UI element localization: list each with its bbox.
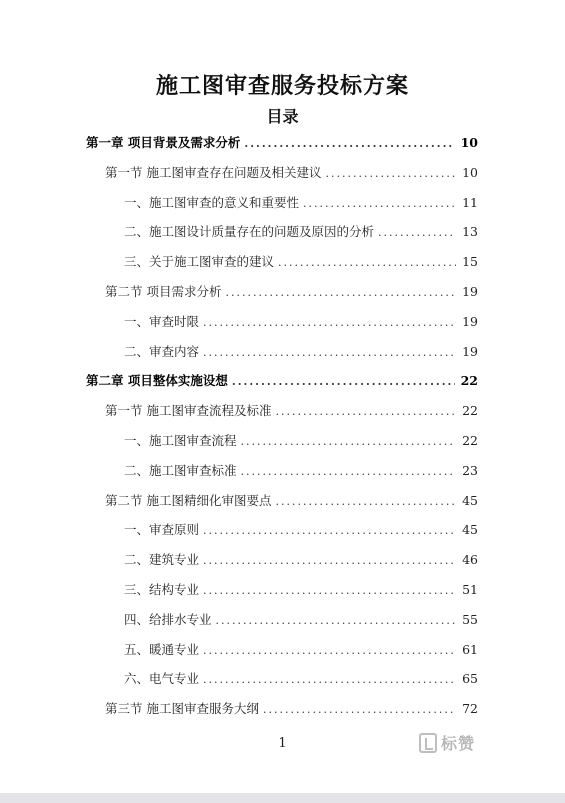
page-number: 1: [278, 736, 287, 751]
toc-entry-label: 第一节 施工图审查存在问题及相关建议: [105, 164, 322, 180]
toc-subsection-entry[interactable]: [124, 193, 478, 213]
toc-dot-leader: [244, 137, 454, 150]
toc-dot-leader: [278, 256, 456, 269]
toc-entry-label: 第三节 施工图审查服务大纲: [105, 701, 259, 717]
toc-entry-page: 22: [462, 403, 478, 419]
toc-dot-leader: [325, 167, 456, 180]
toc-entry-page: 22: [462, 433, 478, 448]
toc-subsection-entry[interactable]: [124, 431, 478, 451]
toc-entry-page: 45: [462, 492, 478, 508]
toc-chapter-entry[interactable]: [86, 133, 478, 153]
toc-entry-label: 第一节 施工图审查流程及标准: [105, 403, 272, 419]
toc-subsection-entry[interactable]: [124, 640, 478, 660]
toc-entry-page: 51: [462, 582, 478, 597]
toc-entry-label: 一、审查原则: [124, 522, 200, 538]
toc-entry-label: 二、建筑专业: [124, 552, 200, 568]
toc-entry-page: 65: [462, 671, 478, 687]
toc-entry-label: 二、施工图审查标准: [124, 462, 237, 478]
toc-entry-label: 六、电气专业: [124, 671, 200, 687]
toc-subsection-entry[interactable]: [124, 252, 478, 272]
toc-entry-label: 一、施工图审查流程: [124, 433, 237, 448]
toc-entry-page: 46: [462, 552, 478, 568]
toc-entry-label: 一、施工图审查的意义和重要性: [124, 194, 300, 210]
watermark-text: 标赞: [441, 734, 476, 753]
toc-subsection-entry[interactable]: [124, 222, 478, 242]
toc-entry-page: 45: [462, 522, 478, 538]
page-bottom-edge: [0, 793, 565, 803]
toc-entry-page: 19: [462, 313, 478, 329]
toc-entry-label: 一、审查时限: [124, 313, 200, 329]
toc-entry-label: 第二节 项目需求分析: [105, 284, 222, 299]
toc-dot-leader: [275, 495, 456, 508]
toc-dot-leader: [216, 614, 457, 627]
toc-entry-page: 15: [462, 254, 478, 270]
toc-dot-leader: [203, 524, 456, 537]
toc-dot-leader: [241, 435, 457, 448]
toc-dot-leader: [203, 346, 456, 359]
toc-subsection-entry[interactable]: [124, 610, 478, 630]
toc-entry-page: 22: [460, 373, 478, 389]
toc-entry-page: 11: [462, 194, 478, 210]
toc-entry-page: 10: [462, 164, 478, 180]
toc-subsection-entry[interactable]: [124, 312, 478, 332]
toc-entry-label: 二、审查内容: [124, 343, 200, 359]
toc-entry-page: 19: [462, 284, 478, 299]
toc-dot-leader: [203, 673, 456, 686]
toc-section-entry[interactable]: [105, 699, 478, 719]
toc-dot-leader: [275, 405, 456, 418]
toc-entry-page: 23: [462, 462, 478, 478]
toc-subsection-entry[interactable]: [124, 342, 478, 362]
toc-entry-label: 三、结构专业: [124, 582, 200, 597]
toc-subsection-entry[interactable]: [124, 461, 478, 481]
toc-dot-leader: [263, 703, 456, 716]
toc-dot-leader: [203, 554, 456, 567]
toc-entry-label: 第二章 项目整体实施设想: [86, 373, 228, 389]
toc-entry-page: 72: [462, 701, 478, 717]
toc-subsection-entry[interactable]: [124, 520, 478, 540]
toc-entry-page: 61: [462, 641, 478, 657]
toc-dot-leader: [378, 226, 456, 239]
toc-dot-leader: [232, 375, 455, 388]
toc-entry-label: 三、关于施工图审查的建议: [124, 254, 275, 270]
toc-subsection-entry[interactable]: [124, 550, 478, 570]
biaozan-logo-icon: [419, 733, 437, 753]
toc-entry-page: 19: [462, 343, 478, 359]
toc-dot-leader: [203, 644, 456, 657]
toc-section-entry[interactable]: [105, 401, 478, 421]
toc-section-entry[interactable]: [105, 491, 478, 511]
toc-entry-page: 13: [462, 224, 478, 240]
toc-entry-label: 第一章 项目背景及需求分析: [86, 135, 241, 150]
toc-chapter-entry[interactable]: [86, 371, 478, 391]
toc-subsection-entry[interactable]: [124, 669, 478, 689]
toc-section-entry[interactable]: [105, 163, 478, 183]
toc-entry-page: 10: [460, 135, 478, 150]
toc-dot-leader: [203, 316, 456, 329]
toc-heading: 目录: [266, 107, 299, 126]
toc-entry-page: 55: [462, 611, 478, 627]
toc-dot-leader: [225, 286, 456, 299]
toc-dot-leader: [241, 465, 457, 478]
document-title: 施工图审查服务投标方案: [155, 73, 409, 99]
toc-entry-label: 四、给排水专业: [124, 611, 212, 627]
toc-dot-leader: [303, 197, 456, 210]
toc-dot-leader: [203, 584, 456, 597]
toc-entry-label: 第二节 施工图精细化审图要点: [105, 492, 272, 508]
toc-subsection-entry[interactable]: [124, 580, 478, 600]
toc-entry-label: 五、暖通专业: [124, 641, 200, 657]
toc-section-entry[interactable]: [105, 282, 478, 302]
watermark: [419, 731, 475, 754]
toc-entry-label: 二、施工图设计质量存在的问题及原因的分析: [124, 224, 375, 240]
